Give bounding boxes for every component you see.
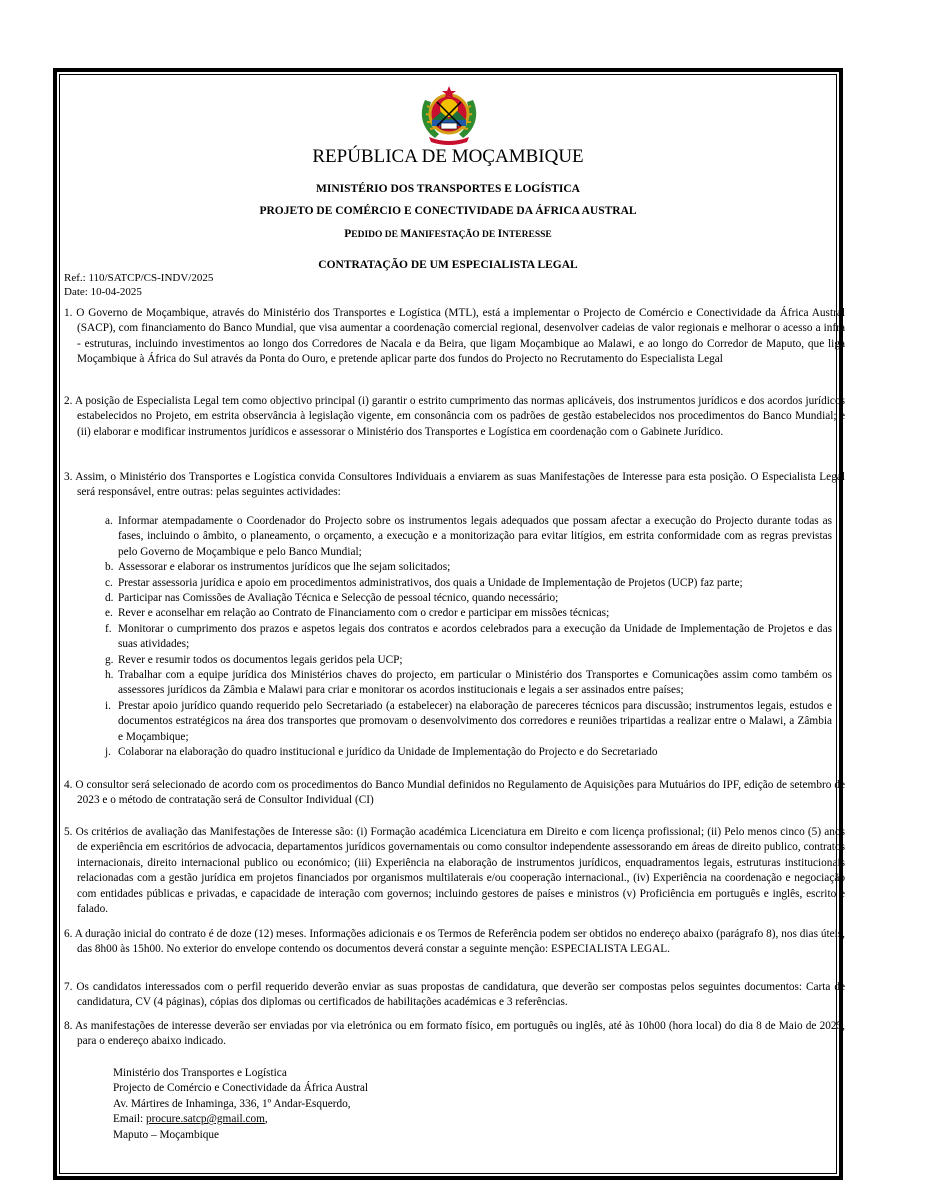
list-item: d. Participar nas Comissões de Avaliação Técnica e Selecção de pessoal técnico, quando necessário; — [105, 592, 559, 605]
email-line: Email: procure.satcp@gmail.com, — [113, 1113, 268, 1126]
list-item: h. Trabalhar com a equipe jurídica dos Ministérios chaves do projecto, em particular o Ministério dos Transportes e Comunicações assim como também os assessores jurídicos da Zâmbia e Malawi para criar e monitorar os acordos institucionais e legais a ser assinados entre países; — [105, 669, 832, 697]
ministry-title: MINISTÉRIO DOS TRANSPORTES E LOGÍSTICA — [316, 183, 580, 195]
email-label: Email: — [113, 1113, 146, 1126]
list-item: f. Monitorar o cumprimento dos prazos e aspetos legais dos contratos e acordos celebrados para a execução da Unidade de Implementação de Projetos e das suas atividades; — [105, 622, 832, 651]
document-date: Date: 10-04-2025 — [64, 286, 142, 298]
paragraph-2: 2. A posição de Especialista Legal tem como objectivo principal (i) garantir o estrito cumprimento das normas aplicáveis, dos instrumentos jurídicos e dos acordos jurídicos estabelecidos no Projeto, em estrita observância à legislação vigente, em consonância com os padrões de gestão estabelecidos nos procedimentos do Banco Mundial; e (ii) elaborar e modificar instrumentos jurídicos e assessorar o Ministério dos Transportes e Logística em coordenação com o Gabinete Jurídico. — [64, 395, 845, 438]
request-title: PEDIDO DE MANIFESTAÇÃO DE INTERESSE — [344, 228, 552, 240]
list-item: a. Informar atempadamente o Coordenador do Projecto sobre os instrumentos legais adequados que possam afectar a execução do Projecto durante todas as fases, incluindo o âmbito, o planeamento, o orçamento, a execução e a monitorização para evitar litígios, em estrita conformidade com as regras previstas pelo Governo de Moçambique e pelo Banco Mundial; — [105, 515, 832, 558]
contract-title: CONTRATAÇÃO DE UM ESPECIALISTA LEGAL — [318, 259, 578, 271]
activities-list — [105, 514, 832, 761]
paragraph-1: 1. O Governo de Moçambique, através do Ministério dos Transportes e Logística (MTL), está a implementar o Projecto de Comércio e Conectividade da África Austral (SACP), com financiamento do Banco Mundial, que visa aumentar a coordenação comercial regional, desenvolver cadeias de valor regionais e melhorar o acesso a infra - estruturas, incluindo investimentos ao longo dos Corredores de Nacala e da Beira, que ligam Moçambique ao Malawi, e ao longo do Corredor de Maputo, que liga Moçambique à África do Sul através da Ponta do Ouro, e pretende aplicar parte dos fundos do Projecto no Recrutamento do Especialista Legal — [64, 307, 845, 366]
list-item: g. Rever e resumir todos os documentos legais geridos pela UCP; — [105, 653, 403, 666]
list-item: j. Colaborar na elaboração do quadro institucional e jurídico da Unidade de Implementação do Projecto e do Secretariado — [105, 746, 658, 759]
address-line: Ministério dos Transportes e Logística — [113, 1067, 287, 1079]
paragraph-7: 7. Os candidatos interessados com o perfil requerido deverão enviar as suas propostas de candidatura, que deverão ser compostas pelos seguintes documentos: Carta de candidatura, CV (4 páginas), cópias dos diplomas ou certificados de habilitações académicas e 3 referências. — [64, 981, 845, 1009]
country-title: REPÚBLICA DE MOÇAMBIQUE — [312, 146, 584, 167]
mozambique-emblem-icon — [415, 82, 483, 146]
address-line: Maputo – Moçambique — [113, 1128, 220, 1141]
contact-address — [113, 1066, 368, 1143]
address-line: Av. Mártires de Inhaminga, 336, 1º Andar-Esquerdo, — [113, 1097, 351, 1110]
paragraph-8: 8. As manifestações de interesse deverão ser enviadas por via eletrónica ou em formato físico, em português ou inglês, até às 10h00 (hora local) do dia 8 de Maio de 2025, para o endereço abaixo indicado. — [64, 1020, 845, 1048]
list-item: b. Assessorar e elaborar os instrumentos jurídicos que lhe sejam solicitados; — [105, 561, 451, 574]
reference-number: Ref.: 110/SATCP/CS-INDV/2025 — [64, 272, 214, 284]
list-item: c. Prestar assessoria jurídica e apoio em procedimentos administrativos, dos quais a Unidade de Implementação de Projetos (UCP) faz parte; — [105, 576, 743, 589]
address-line: Projecto de Comércio e Conectividade da África Austral — [113, 1082, 369, 1095]
paragraph-4: 4. O consultor será selecionado de acordo com os procedimentos do Banco Mundial definidos no Regulamento de Aquisições para Mutuários do IPF, edição de setembro de 2023 e o método de contratação será de Consultor Individual (CI) — [64, 779, 845, 807]
list-item: i. Prestar apoio jurídico quando requerido pelo Secretariado (a estabelecer) na elaboração de pareceres técnicos para discussão; instrumentos legais, estudos e documentos estratégicos na área dos transportes que promovam o desenvolvimento dos corredores e reuniões tripartidas a realizar entre o Malawi, a Zâmbia e Moçambique; — [105, 699, 832, 743]
paragraph-3: 3. Assim, o Ministério dos Transportes e Logística convida Consultores Individuais a enviarem as suas Manifestações de Interesse para esta posição. O Especialista Legal será responsável, entre outras: pelas seguintes actividades: — [64, 471, 845, 499]
email-link[interactable]: procure.satcp@gmail.com — [145, 1113, 265, 1126]
list-item: e. Rever e aconselhar em relação ao Contrato de Financiamento com o credor e participar em missões técnicas; — [105, 607, 610, 620]
paragraph-5: 5. Os critérios de avaliação das Manifestações de Interesse são: (i) Formação académica Licenciatura em Direito e com licença profissional; (ii) Pelo menos cinco (5) anos de experiência em escritórios de advocacia, departamentos jurídicos governamentais ou como consultor independente assessorando em áreas de direito publico, contratos internacionais, direito internacional publico ou económico; (iii) Experiência na elaboração de instrumentos jurídicos, enquadramentos legais, estruturas institucionais relacionadas com a gestão jurídica em projetos financiados por organismos multilaterais e/ou cooperação internacional., (iv) Experiência na coordenação e negociação com entidades públicas e privadas, e capacidade de interação com governos; incluindo gestores de países e ministros (v) Proficiência em português e inglês, escrito e falado. — [64, 826, 845, 916]
paragraph-6: 6. A duração inicial do contrato é de doze (12) meses. Informações adicionais e os Termos de Referência podem ser obtidos no endereço abaixo (parágrafo 8), nos dias úteis, das 8h00 às 15h00. No exterior do envelope contendo os documentos deverá constar a seguinte menção: ESPECIALISTA LEGAL. — [64, 928, 845, 956]
project-title: PROJETO DE COMÉRCIO E CONECTIVIDADE DA ÁFRICA AUSTRAL — [259, 205, 637, 217]
